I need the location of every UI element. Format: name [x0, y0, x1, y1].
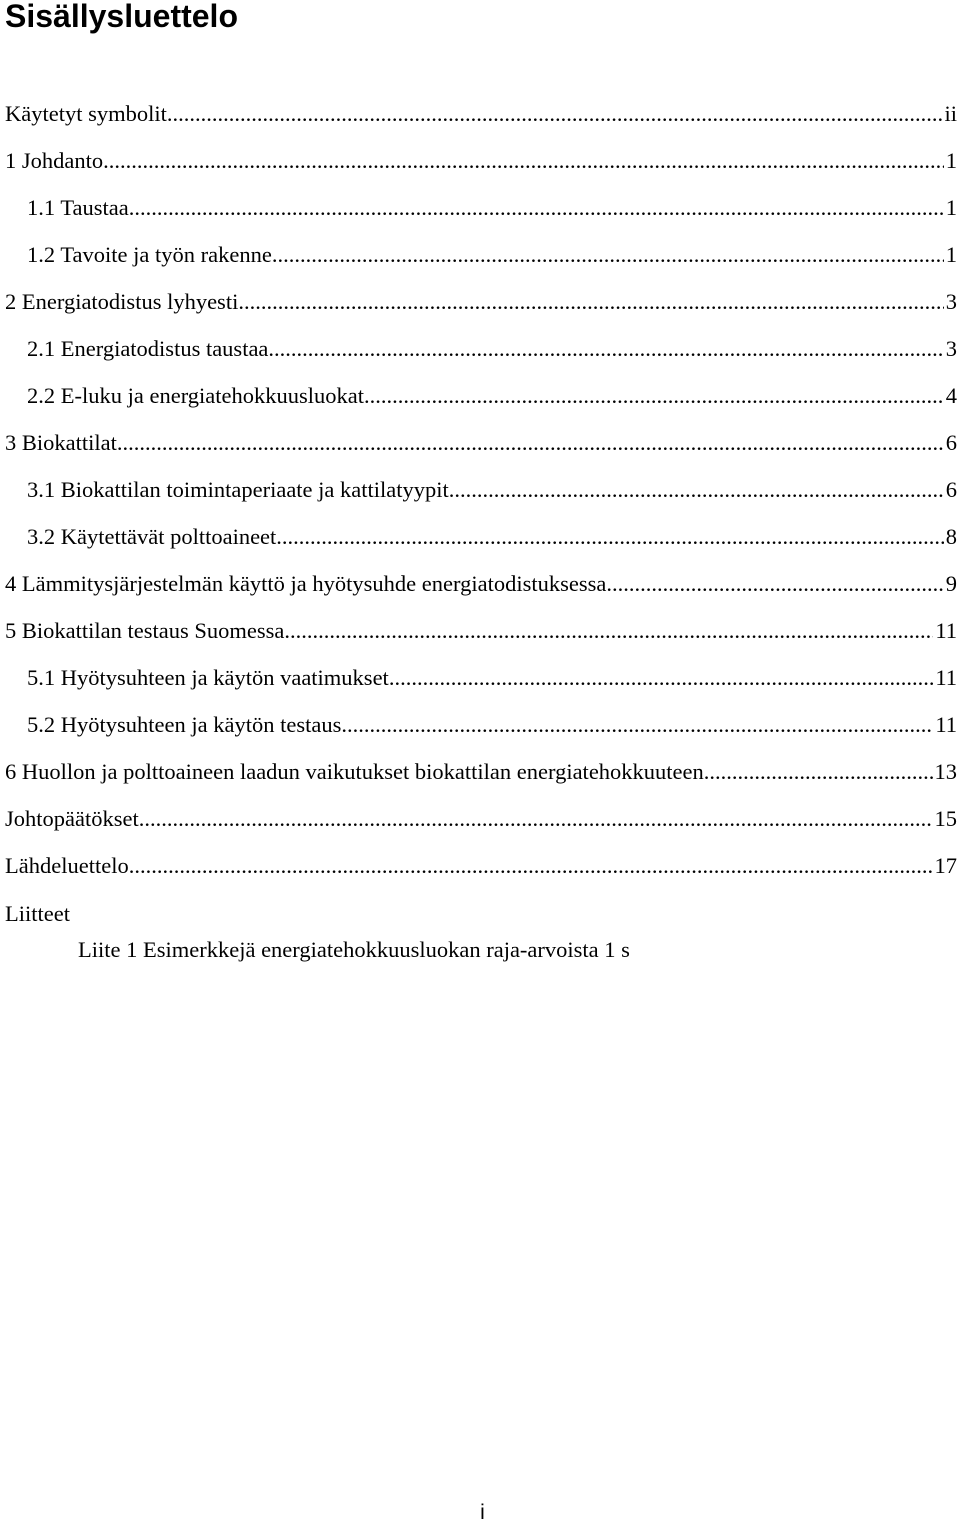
toc-dot-leader — [238, 278, 943, 325]
toc-entry-label: 5.1 Hyötysuhteen ja käytön vaatimukset — [27, 665, 389, 690]
toc-entry-2-2[interactable] — [0, 372, 960, 419]
toc-entry-page: 17 — [934, 853, 957, 878]
toc-entry-page: 15 — [934, 806, 957, 831]
toc-entry-3-1[interactable] — [0, 466, 960, 513]
toc-entry-label: 4 Lämmitysjärjestelmän käyttö ja hyötysuhde energiatodistuksessa — [5, 571, 607, 596]
toc-entry-page: 13 — [934, 759, 957, 784]
toc-entry-label: 3.1 Biokattilan toimintaperiaate ja kattilatyypit — [27, 477, 449, 502]
toc-entry-label: 2.2 E-luku ja energiatehokkuusluokat — [27, 383, 365, 408]
appendix-heading: Liitteet — [5, 901, 70, 926]
toc-dot-leader — [103, 137, 944, 184]
appendix-item[interactable]: Liite 1 Esimerkkejä energiatehokkuusluokan raja-arvoista 1 s — [78, 937, 630, 962]
toc-entry-page: 6 — [945, 430, 957, 455]
toc-entry-6[interactable] — [0, 748, 960, 795]
toc-entry-2-1[interactable] — [0, 325, 960, 372]
toc-entry-page: 11 — [935, 618, 957, 643]
toc-entry-page: 11 — [935, 665, 957, 690]
toc-entry-page: ii — [944, 101, 957, 126]
toc-dot-leader — [449, 466, 944, 513]
toc-entry-label: Käytetyt symbolit — [5, 101, 167, 126]
toc-dot-leader — [276, 513, 943, 560]
toc-entry-page: 1 — [945, 195, 957, 220]
page-title: Sisällysluettelo — [5, 0, 238, 34]
toc-entry-4[interactable] — [0, 560, 960, 607]
table-of-contents — [0, 90, 960, 889]
toc-entry-5-2[interactable] — [0, 701, 960, 748]
toc-entry-3[interactable] — [0, 419, 960, 466]
toc-dot-leader — [389, 654, 934, 701]
toc-entry-label: 6 Huollon ja polttoaineen laadun vaikutukset biokattilan energiatehokkuuteen — [5, 759, 704, 784]
toc-dot-leader — [704, 748, 933, 795]
toc-entry-label: Johtopäätökset — [5, 806, 139, 831]
toc-entry-label: 1.1 Taustaa — [27, 195, 129, 220]
toc-entry-label: 5.2 Hyötysuhteen ja käytön testaus — [27, 712, 342, 737]
toc-entry-5-1[interactable] — [0, 654, 960, 701]
toc-entry-2[interactable] — [0, 278, 960, 325]
toc-entry-label: 1.2 Tavoite ja työn rakenne — [27, 242, 272, 267]
toc-entry-1-1[interactable] — [0, 184, 960, 231]
toc-dot-leader — [139, 795, 933, 842]
toc-entry-page: 11 — [935, 712, 957, 737]
toc-dot-leader — [341, 701, 933, 748]
toc-entry-label: 1 Johdanto — [5, 148, 104, 173]
toc-entry-label: 5 Biokattilan testaus Suomessa — [5, 618, 285, 643]
toc-entry-page: 9 — [945, 571, 957, 596]
toc-entry-label: Lähdeluettelo — [5, 853, 129, 878]
toc-entry-page: 1 — [945, 148, 957, 173]
toc-entry-1-2[interactable] — [0, 231, 960, 278]
toc-dot-leader — [268, 325, 943, 372]
toc-dot-leader — [129, 842, 933, 889]
toc-dot-leader — [606, 560, 943, 607]
toc-entry-references[interactable] — [0, 842, 960, 889]
toc-entry-page: 8 — [945, 524, 957, 549]
toc-dot-leader — [272, 231, 944, 278]
toc-dot-leader — [284, 607, 933, 654]
toc-entry-3-2[interactable] — [0, 513, 960, 560]
toc-entry-conclusions[interactable] — [0, 795, 960, 842]
toc-entry-1[interactable] — [0, 137, 960, 184]
toc-entry-label: 2 Energiatodistus lyhyesti — [5, 289, 239, 314]
toc-entry-label: 2.1 Energiatodistus taustaa — [27, 336, 269, 361]
toc-entry-page: 6 — [945, 477, 957, 502]
toc-entry-label: 3 Biokattilat — [5, 430, 117, 455]
toc-entry-page: 3 — [945, 336, 957, 361]
toc-dot-leader — [364, 372, 944, 419]
toc-dot-leader — [117, 419, 944, 466]
toc-dot-leader — [129, 184, 944, 231]
toc-entry-5[interactable] — [0, 607, 960, 654]
toc-entry-label: 3.2 Käytettävät polttoaineet — [27, 524, 277, 549]
toc-dot-leader — [167, 90, 943, 137]
page-number: i — [480, 1501, 485, 1524]
toc-entry-page: 1 — [945, 242, 957, 267]
toc-entry-page: 3 — [945, 289, 957, 314]
toc-entry-symbols[interactable] — [0, 90, 960, 137]
toc-entry-page: 4 — [945, 383, 957, 408]
